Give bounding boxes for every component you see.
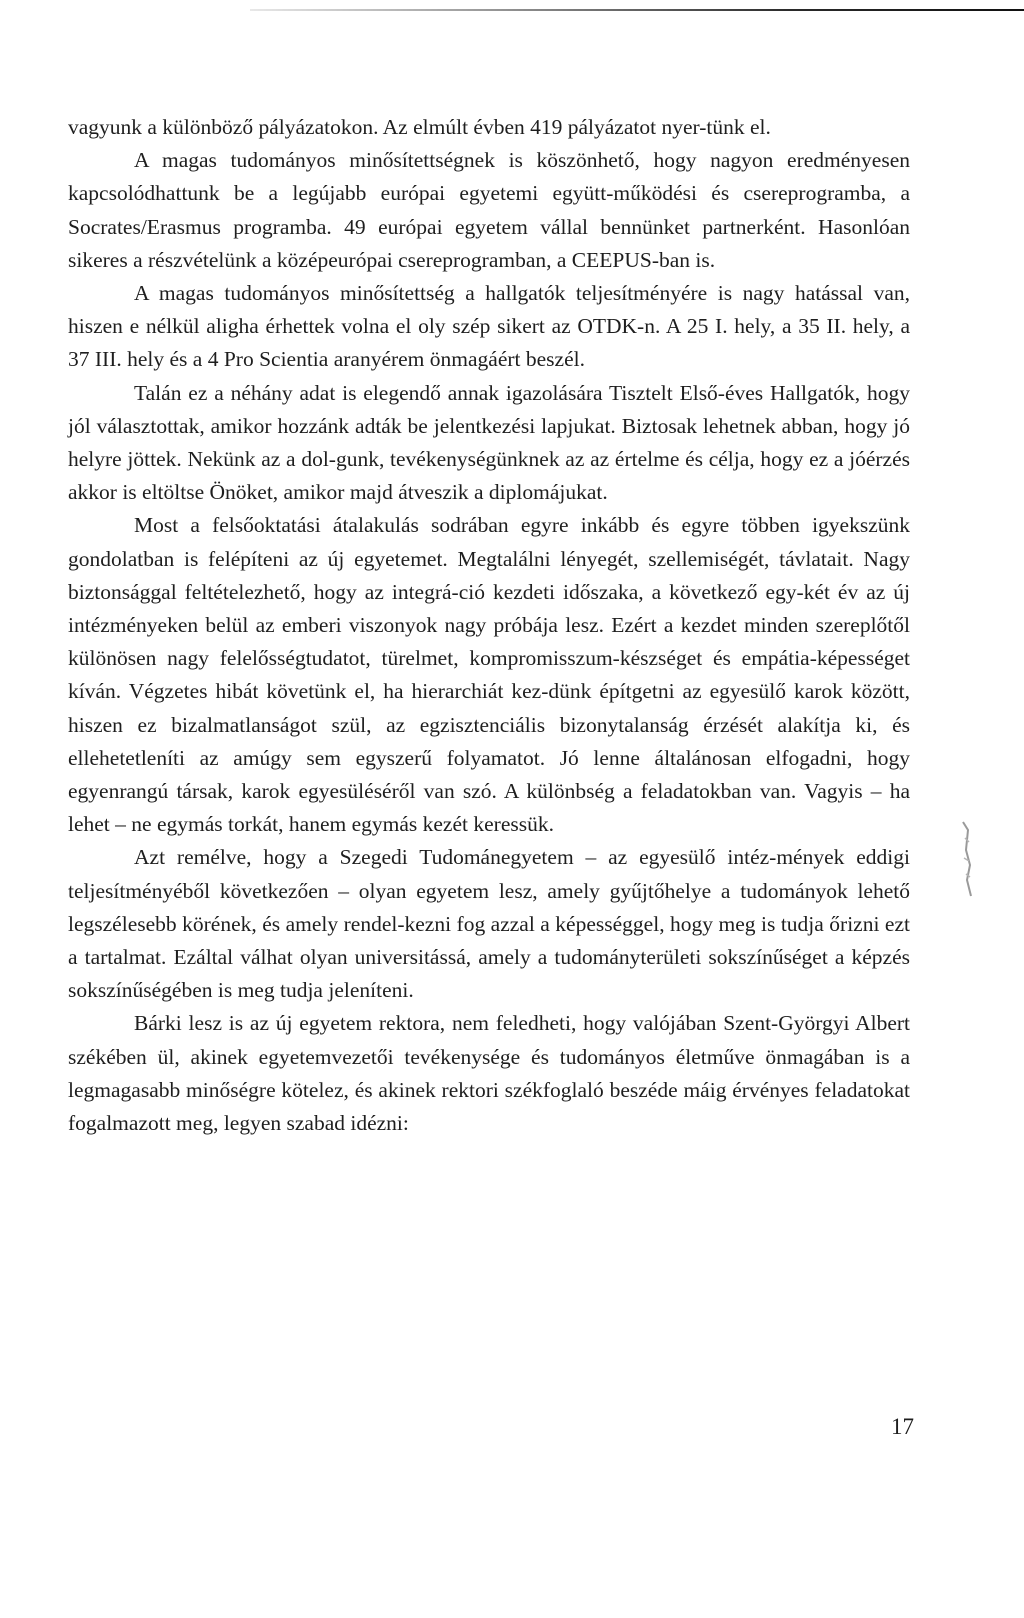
paragraph-4: Talán ez a néhány adat is elegendő annak igazolására Tisztelt Első-éves Hallgatók, hogy jól választottak, amikor hozzánk adták be jelentkezési lapjukat. Biztosak lehetnek abban, hogy jó helyre jöttek. Nekünk az a dol-gunk, tevékenységünknek az az értelme és célja, hogy ez a jóérzés akkor is eltöltse Önöket, amikor majd átveszik a diplomájukat. [68, 380, 910, 505]
paragraph-3: A magas tudományos minősítettség a hallgatók teljesítményére is nagy hatással van, hiszen e nélkül aligha érhettek volna el oly szép sikert az OTDK-n. A 25 I. hely, a 35 II. hely, a 37 III. hely és a 4 Pro Scientia aranyérem önmagáért beszél. [68, 281, 910, 372]
paragraph-5: Most a felsőoktatási átalakulás sodrában egyre inkább és egyre többen igyekszünk gondolatban is felépíteni az új egyetemet. Megtalálni lényegét, szellemiségét, távlatait. Nagy biztonsággal feltételezhető, hogy az integrá-ció kezdeti időszaka, a következő egy-két év az új intézményeken belül az emberi viszonyok nagy próbája lesz. Ezért a kezdet minden szereplőtől különösen nagy felelősségtudatot, türelmet, kompromisszum-készséget és empátia-képességet kíván. Végzetes hibát követünk el, ha hierarchiát kez-dünk építgetni az egyesülő karok között, hiszen ez bizalmatlanságot szül, az egzisztenciális bizonytalanság érzését alakítja ki, és ellehetetleníti az amúgy sem egyszerű folyamatot. Jó lenne általánosan elfogadni, hogy egyenrangú társak, karok egyesüléséről van szó. A különbség a feladatokban van. Vagyis – ha lehet – ne egymás torkát, hanem egymás kezét keressük. [68, 513, 910, 837]
margin-scan-mark [960, 820, 974, 898]
paragraph-7: Bárki lesz is az új egyetem rektora, nem feledheti, hogy valójában Szent-Györgyi Albert székében ül, akinek egyetemvezetői tevékenysége és tudományos életműve önmagában is a legmagasabb minőségre kötelez, és akinek rektori székfoglaló beszéde máig érvényes feladatokat fogalmazott meg, legyen szabad idézni: [68, 1011, 910, 1136]
page-number: 17 [891, 1414, 914, 1439]
top-rule [250, 9, 1024, 11]
paragraph-2: A magas tudományos minősítettségnek is köszönhető, hogy nagyon eredményesen kapcsolódhattunk be a legújabb európai egyetemi együtt-működési és csereprogramba, a Socrates/Erasmus programba. 49 európai egyetem vállal bennünket partnerként. Hasonlóan sikeres a részvételünk a középeurópai csereprogramban, a CEEPUS-ban is. [68, 148, 910, 272]
paragraph-6: Azt remélve, hogy a Szegedi Tudománegyetem – az egyesülő intéz-mények eddigi teljesítményéből következően – olyan egyetem lesz, amely gyűjtőhelye a tudományok lehető legszélesebb körének, és amely rendel-kezni fog azzal a képességgel, hogy meg is tudja őrizni ezt a tartalmat. Ezáltal válhat olyan universitássá, amely a tudományterületi sokszínűséget a képzés sokszínűségében is meg tudja jeleníteni. [68, 845, 910, 1003]
paragraph-1: vagyunk a különböző pályázatokon. Az elmúlt évben 419 pályázatot nyer-tünk el. [68, 115, 771, 139]
page-body [68, 111, 910, 1140]
